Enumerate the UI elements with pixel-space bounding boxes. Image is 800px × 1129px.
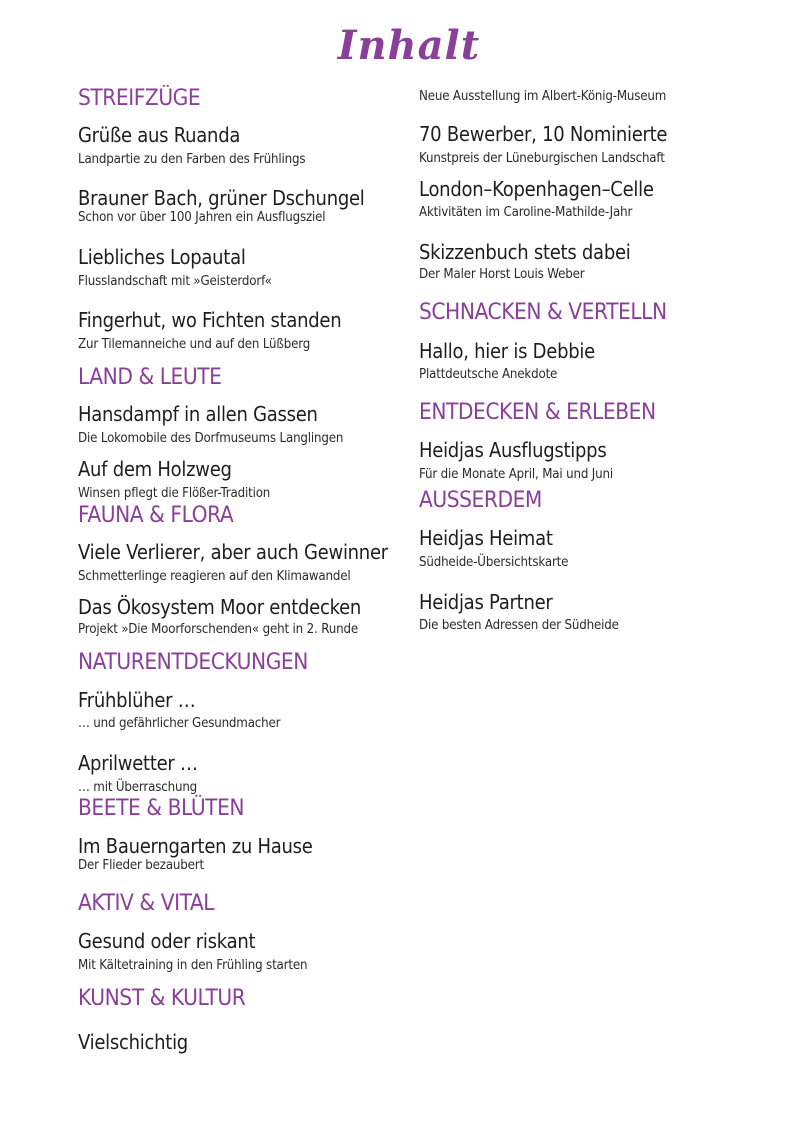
article-subtitle: Südheide-Übersichtskarte (419, 554, 569, 570)
article-subtitle: Plattdeutsche Anekdote (419, 366, 558, 382)
article-title[interactable]: Hallo, hier is Debbie (419, 339, 595, 363)
article-title[interactable]: 70 Bewerber, 10 Nominierte (419, 122, 668, 146)
article-subtitle: Schon vor über 100 Jahren ein Ausflugsziel (78, 209, 326, 225)
page-title: Inhalt (337, 22, 481, 69)
article-subtitle: Der Maler Horst Louis Weber (419, 266, 585, 282)
article-title[interactable]: London–Kopenhagen–Celle (419, 177, 654, 201)
article-title[interactable]: Gesund oder riskant (78, 929, 256, 953)
article-subtitle: Aktivitäten im Caroline-Mathilde-Jahr (419, 204, 633, 220)
article-subtitle: Schmetterlinge reagieren auf den Klimawandel (78, 568, 351, 584)
section-heading: NATURENTDECKUNGEN (78, 650, 308, 675)
article-title[interactable]: Aprilwetter … (78, 751, 198, 775)
article-title[interactable]: Hansdampf in allen Gassen (78, 402, 318, 426)
section-heading: LAND & LEUTE (78, 365, 222, 390)
article-subtitle: Die Lokomobile des Dorfmuseums Langlingen (78, 430, 344, 446)
section-heading: AKTIV & VITAL (78, 891, 215, 916)
section-heading: AUSSERDEM (419, 488, 542, 513)
article-title[interactable]: Fingerhut, wo Fichten standen (78, 308, 342, 332)
article-title[interactable]: Das Ökosystem Moor entdecken (78, 595, 362, 619)
article-subtitle: Projekt »Die Moorforschenden« geht in 2. Runde (78, 621, 358, 637)
article-subtitle: Zur Tilemanneiche und auf den Lüßberg (78, 336, 311, 352)
article-title[interactable]: Heidjas Heimat (419, 526, 553, 550)
article-title[interactable]: Viele Verlierer, aber auch Gewinner (78, 540, 388, 564)
article-title[interactable]: Skizzenbuch stets dabei (419, 240, 631, 264)
article-title[interactable]: Auf dem Holzweg (78, 457, 232, 481)
article-title[interactable]: Vielschichtig (78, 1030, 188, 1054)
article-subtitle: Winsen pflegt die Flößer-Tradition (78, 485, 271, 501)
section-heading: STREIFZÜGE (78, 86, 201, 111)
section-heading: ENTDECKEN & ERLEBEN (419, 400, 656, 425)
article-title[interactable]: Frühblüher … (78, 688, 196, 712)
article-title[interactable]: Heidjas Partner (419, 590, 553, 614)
article-subtitle: Landpartie zu den Farben des Frühlings (78, 151, 306, 167)
section-heading: BEETE & BLÜTEN (78, 796, 245, 821)
article-subtitle: Für die Monate April, Mai und Juni (419, 466, 613, 482)
article-title[interactable]: Im Bauerngarten zu Hause (78, 834, 313, 858)
article-subtitle: Der Flieder bezaubert (78, 857, 204, 873)
article-subtitle: Flusslandschaft mit »Geisterdorf« (78, 273, 272, 289)
article-subtitle: … und gefährlicher Gesundmacher (78, 715, 281, 731)
article-subtitle: Neue Ausstellung im Albert-König-Museum (419, 88, 667, 104)
article-title[interactable]: Liebliches Lopautal (78, 245, 246, 269)
article-title[interactable]: Heidjas Ausflugstipps (419, 438, 607, 462)
article-subtitle: Die besten Adressen der Südheide (419, 617, 619, 633)
article-title[interactable]: Brauner Bach, grüner Dschungel (78, 186, 365, 210)
article-subtitle: Kunstpreis der Lüneburgischen Landschaft (419, 150, 665, 166)
article-title[interactable]: Grüße aus Ruanda (78, 123, 241, 147)
article-subtitle: Mit Kältetraining in den Frühling starten (78, 957, 308, 973)
section-heading: SCHNACKEN & VERTELLN (419, 300, 667, 325)
section-heading: FAUNA & FLORA (78, 503, 234, 528)
article-subtitle: … mit Überraschung (78, 779, 198, 795)
section-heading: KUNST & KULTUR (78, 986, 246, 1011)
